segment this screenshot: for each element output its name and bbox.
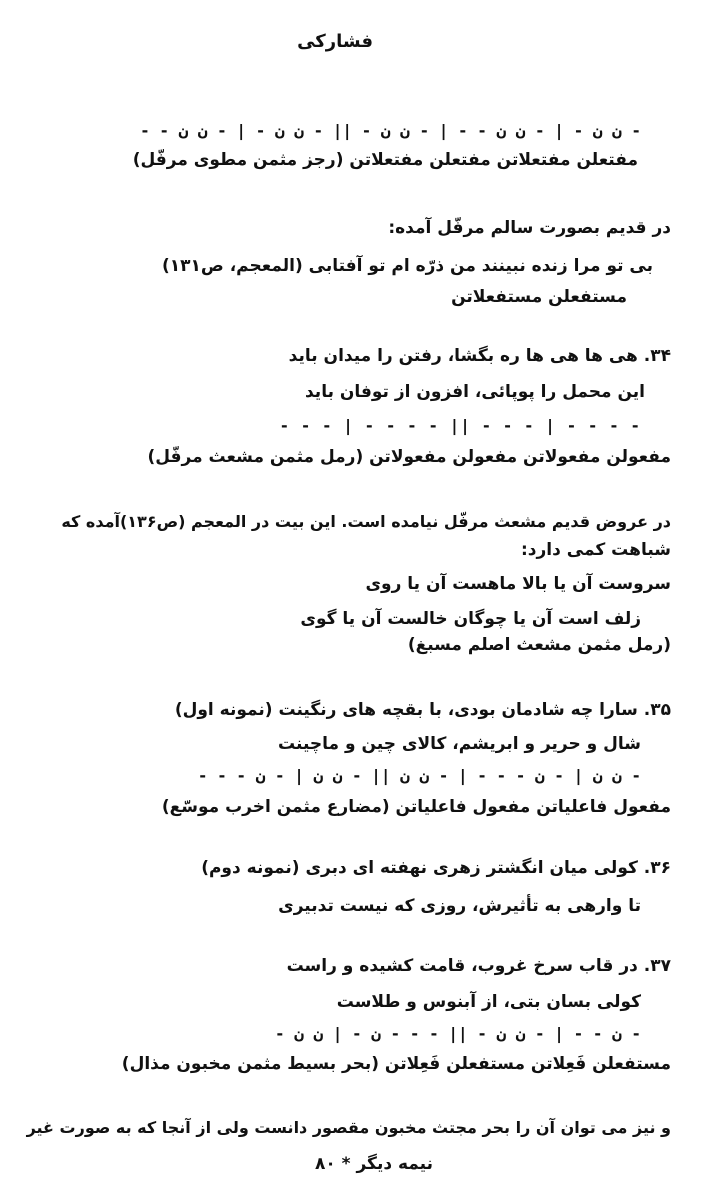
meter-label: (رمل مثمن مشعث اصلم مسبغ): [407, 635, 671, 655]
verse-34-line-2: این محمل را پوپائی، افزون از توفان باید: [304, 382, 645, 402]
page-footer: نیمه دیگر * ۸۰: [314, 1154, 433, 1174]
paragraph-line: در عروض قدیم مشعث مرفّل نیامده است. این بیت در المعجم (ص۱۳۶)آمده که: [61, 512, 671, 531]
paragraph-line: و نیز می توان آن را بحر مجتث مخبون مقصور دانست ولی از آنجا که به صورت غیر: [26, 1118, 671, 1137]
paragraph-line: شباهت کمی دارد:: [520, 540, 671, 560]
meter-pattern-1: - ن ن - | - ن ن - - | - ن ن - || - ن ن - | - ن ن - -: [140, 121, 641, 140]
page-title: فشارکی: [297, 31, 373, 52]
verse-35-line-1: ۳۵. سارا چه شادمان بودی، با بقچه های رنگینت (نمونه اول): [174, 700, 671, 720]
verse-36-line-1: ۳۶. کولی میان انگشتر زهری نهفته ای دبری (نمونه دوم): [201, 858, 671, 878]
verse-line: بی تو مرا زنده نبینند من ذرّه ام تو آفتابی (المعجم، ص۱۳۱): [161, 256, 653, 276]
verse-34-line-1: ۳۴. هی ها هی ها ره بگشا، رفتن را میدان باید: [288, 346, 671, 366]
meter-pattern-3: - ن ن | - ن - - - | - ن ن || - ن ن | - ن - - -: [197, 766, 641, 785]
meter-names: مستفعلن مستفعلاتن: [451, 287, 627, 307]
verse-37-line-2: کولی بسان بتی، از آبنوس و طلاست: [336, 992, 641, 1012]
quote-line: زلف است آن یا چوگان خالست آن یا گوی: [300, 609, 641, 629]
meter-names-3: مفعول فاعلیاتن مفعول فاعلیاتن (مضارع مثمن اخرب موسّع): [161, 797, 671, 817]
verse-36-line-2: تا وارهی به تأثیرش، روزی که نیست تدبیری: [278, 896, 641, 916]
meter-pattern-4: - ن - - | - ن ن - || - - - ن - | ن ن -: [274, 1024, 641, 1043]
verse-35-line-2: شال و حریر و ابریشم، کالای چین و ماچینت: [278, 734, 641, 754]
meter-names-4: مستفعلن فَعِلاتن مستفعلن فَعِلاتن (بحر بسیط مثمن مخبون مذال): [121, 1054, 671, 1074]
meter-names-2: مفعولن مفعولاتن مفعولن مفعولاتن (رمل مثمن مشعث مرفّل): [147, 447, 671, 467]
quote-line: سروست آن یا بالا ماهست آن یا روی: [365, 574, 671, 594]
paragraph-line: در قدیم بصورت سالم مرفّل آمده:: [388, 218, 671, 238]
meter-pattern-2: - - - | - - - - || - - - | - - - -: [279, 416, 641, 435]
verse-37-line-1: ۳۷. در قاب سرخ غروب، قامت کشیده و راست: [286, 956, 671, 976]
meter-names-1: مفتعلن مفتعلاتن مفتعلن مفتعلاتن (رجز مثمن مطوی مرفّل): [132, 150, 638, 170]
